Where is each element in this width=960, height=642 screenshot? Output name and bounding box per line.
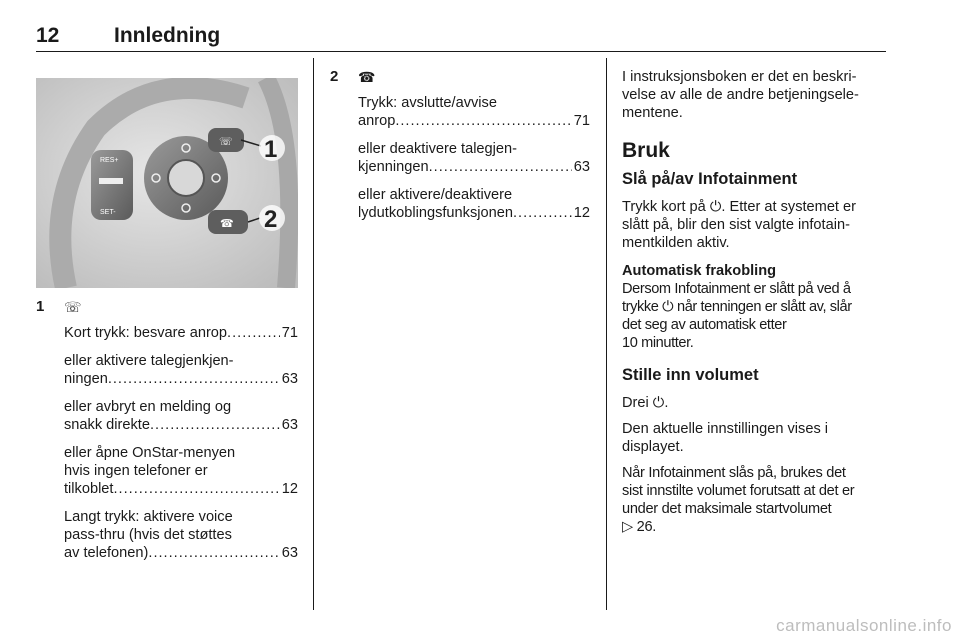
svg-text:☎: ☎ xyxy=(220,217,234,230)
paragraph xyxy=(622,420,888,456)
text-line: displayet. xyxy=(622,439,684,455)
paragraph xyxy=(622,464,888,536)
svg-text:☏: ☏ xyxy=(219,135,233,148)
item-1-heading xyxy=(36,298,298,324)
chapter-title: Innledning xyxy=(114,24,221,47)
entry-text: ningen xyxy=(64,371,108,387)
entry-text: eller åpne OnStar-menyen xyxy=(64,445,236,461)
page-ref[interactable]: 63 xyxy=(281,417,298,433)
section-heading-bruk: Bruk xyxy=(622,139,670,162)
text-line: 10 minutter. xyxy=(622,335,694,351)
paragraph xyxy=(622,198,888,252)
middle-column xyxy=(330,68,590,232)
paragraph: Drei ⏻. xyxy=(622,395,669,411)
entry-text: Langt trykk: aktivere voice xyxy=(64,509,233,525)
entry xyxy=(64,352,298,388)
set-label: SET- xyxy=(100,209,116,216)
entry-text: Kort trykk: besvare anrop xyxy=(64,325,228,341)
watermark: carmanualsonline.info xyxy=(776,616,952,635)
header-rule xyxy=(36,51,886,52)
entry-text: anrop xyxy=(358,113,396,129)
page-reference-link[interactable]: ▷ 26. xyxy=(622,519,657,535)
entry-text: eller aktivere/deaktivere xyxy=(358,187,513,203)
text-line: slått på, blir den sist valgte infotain- xyxy=(622,217,850,233)
entry xyxy=(358,186,590,222)
text-line: mentkilden aktiv. xyxy=(622,235,730,251)
subheading-volume: Stille inn volumet xyxy=(622,366,759,384)
text-line: det seg av automatisk etter xyxy=(622,317,787,333)
text-line: under det maksimale startvolumet xyxy=(622,501,832,517)
entry-text: eller deaktivere talegjen- xyxy=(358,141,517,157)
page-header xyxy=(36,24,886,50)
item-2-entries xyxy=(330,94,590,222)
subheading-auto-off: Automatisk frakobling xyxy=(622,263,777,279)
page-ref[interactable]: 63 xyxy=(573,159,590,175)
entry-text: eller aktivere talegjenkjen- xyxy=(64,353,234,369)
text-line: velse av alle de andre betjeningsele- xyxy=(622,87,859,103)
page-ref[interactable]: 12 xyxy=(573,205,590,221)
steering-wheel-illustration xyxy=(36,78,298,288)
text-line: sist innstilte volumet forutsatt at det er xyxy=(622,483,855,499)
subheading-power: Slå på/av Infotainment xyxy=(622,170,798,188)
item-1-entries xyxy=(36,324,298,562)
entry xyxy=(358,94,590,130)
entry xyxy=(64,324,298,342)
thumbwheel xyxy=(168,160,204,196)
item-number: 1 xyxy=(36,298,45,315)
entry-text: eller avbryt en melding og xyxy=(64,399,232,415)
page-ref[interactable]: 71 xyxy=(281,325,298,341)
entry-text: lydutkoblingsfunksjonen xyxy=(358,205,513,221)
paragraph xyxy=(622,280,888,352)
callout-2: 2 xyxy=(264,206,278,233)
voice-call-icon: ☏ xyxy=(64,299,82,315)
entry xyxy=(64,444,298,498)
item-2-heading xyxy=(330,68,590,94)
entry xyxy=(358,140,590,176)
end-call-icon: ☎ xyxy=(358,69,376,85)
entry-text: hvis ingen telefoner er xyxy=(64,463,208,479)
entry xyxy=(64,508,298,562)
steering-wheel-controls-figure xyxy=(36,78,298,288)
entry-text: tilkoblet xyxy=(64,481,114,497)
text-line: trykke ⏻ når tenningen er slått av, slår xyxy=(622,299,852,315)
entry-text: snakk direkte xyxy=(64,417,150,433)
intro-paragraph xyxy=(622,68,888,122)
res-label: RES+ xyxy=(100,157,119,164)
page-ref[interactable]: 63 xyxy=(281,545,298,561)
text-line: mentene. xyxy=(622,105,683,121)
callout-1: 1 xyxy=(264,136,278,163)
entry-text: kjenningen xyxy=(358,159,429,175)
page-ref[interactable]: 63 xyxy=(281,371,298,387)
left-column xyxy=(36,298,298,572)
entry-text: av telefonen) xyxy=(64,545,149,561)
right-column xyxy=(622,68,888,536)
text-line: Trykk kort på ⏻. Etter at systemet er xyxy=(622,199,857,215)
column-divider-1 xyxy=(313,58,314,610)
text-line: Dersom Infotainment er slått på ved å xyxy=(622,281,851,297)
text-line: I instruksjonsboken er det en beskri- xyxy=(622,69,857,85)
page-ref[interactable]: 71 xyxy=(573,113,590,129)
entry-text: Trykk: avslutte/avvise xyxy=(358,95,497,111)
item-number: 2 xyxy=(330,68,339,85)
page-number: 12 xyxy=(36,24,60,47)
page-ref[interactable]: 12 xyxy=(281,481,298,497)
column-divider-2 xyxy=(606,58,607,610)
entry xyxy=(64,398,298,434)
entry-text: pass-thru (hvis det støttes xyxy=(64,527,232,543)
text-line: Når Infotainment slås på, brukes det xyxy=(622,465,846,481)
text-line: Den aktuelle innstillingen vises i xyxy=(622,421,829,437)
